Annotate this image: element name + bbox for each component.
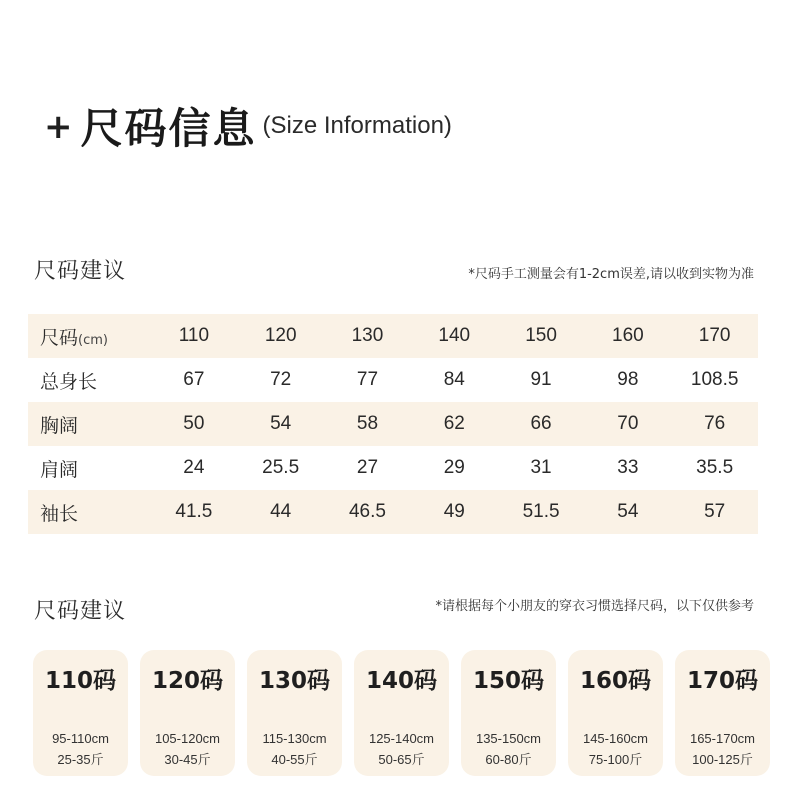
row-label: 胸阔	[40, 414, 79, 437]
size-table	[28, 314, 758, 534]
table-cell: 76	[704, 413, 726, 434]
table-cell: 54	[270, 413, 292, 434]
size-card	[568, 650, 663, 776]
size-header-cell: 120	[264, 325, 297, 346]
size-table-title: 尺码建议	[34, 259, 127, 284]
table-cell: 84	[443, 369, 465, 390]
card-weight-range: 50-65斤	[378, 752, 425, 767]
card-height-range: 165-170cm	[689, 731, 756, 746]
size-table-note: *尺码手工测量会有1-2cm误差,请以收到实物为准	[468, 267, 754, 282]
row-label: 袖长	[40, 502, 79, 525]
table-cell: 35.5	[696, 457, 734, 478]
table-cell: 58	[356, 413, 379, 434]
card-weight-range: 75-100斤	[588, 752, 643, 767]
table-row-length	[28, 358, 758, 402]
size-card	[140, 650, 235, 776]
plus-icon: +	[44, 107, 73, 147]
card-size-label: 110码	[44, 668, 116, 694]
size-card	[247, 650, 342, 776]
header-unit: (cm)	[78, 332, 108, 348]
table-cell: 24	[183, 457, 205, 478]
size-header-cell: 140	[438, 325, 471, 346]
table-row-shoulder	[28, 446, 758, 490]
table-cell: 72	[270, 369, 292, 390]
page-subtitle: (Size Information)	[262, 112, 452, 139]
size-advice-note: *请根据每个小朋友的穿衣习惯选择尺码，以下仅供参考	[435, 599, 754, 614]
table-cell: 46.5	[348, 501, 386, 522]
card-weight-range: 30-45斤	[164, 752, 211, 767]
table-cell: 27	[356, 457, 379, 478]
table-cell: 29	[443, 457, 465, 478]
table-cell: 44	[270, 501, 292, 522]
table-cell: 31	[530, 457, 552, 478]
size-advice-cards	[33, 650, 770, 776]
card-weight-range: 100-125斤	[692, 752, 753, 767]
table-cell: 41.5	[175, 501, 213, 522]
table-cell: 77	[356, 369, 379, 390]
table-cell: 51.5	[522, 501, 560, 522]
card-size-label: 140码	[365, 668, 437, 694]
table-cell: 70	[617, 413, 639, 434]
page-header	[44, 104, 452, 153]
table-cell: 57	[704, 501, 726, 522]
card-height-range: 125-140cm	[368, 731, 435, 746]
size-header-cell: 170	[698, 325, 731, 346]
table-cell: 49	[443, 501, 465, 522]
card-height-range: 105-120cm	[154, 731, 221, 746]
card-weight-range: 60-80斤	[485, 752, 532, 767]
table-cell: 62	[443, 413, 465, 434]
table-row-chest	[28, 402, 758, 446]
card-height-range: 145-160cm	[582, 731, 649, 746]
card-height-range: 135-150cm	[475, 731, 542, 746]
table-row-sleeve	[28, 490, 758, 534]
card-height-range: 95-110cm	[52, 731, 109, 746]
card-size-label: 130码	[258, 668, 330, 694]
table-cell: 66	[530, 413, 552, 434]
header-label	[28, 323, 150, 350]
row-label: 肩阔	[40, 458, 79, 481]
card-weight-range: 25-35斤	[57, 752, 104, 767]
table-cell: 67	[183, 369, 205, 390]
table-cell: 98	[617, 369, 639, 390]
size-table-header-row	[28, 314, 758, 358]
size-card	[461, 650, 556, 776]
table-cell: 33	[617, 457, 639, 478]
row-label: 总身长	[40, 370, 98, 393]
size-header-cell: 150	[525, 325, 557, 346]
size-header-cell: 110	[178, 325, 210, 346]
size-card	[33, 650, 128, 776]
size-header-cell: 160	[612, 325, 644, 346]
card-height-range: 115-130cm	[262, 731, 327, 746]
table-cell: 25.5	[262, 457, 300, 478]
card-size-label: 120码	[151, 668, 223, 694]
table-cell: 108.5	[690, 369, 739, 390]
header-label-text: 尺码	[40, 326, 79, 349]
page-title: 尺码信息	[80, 104, 257, 153]
card-size-label: 150码	[472, 668, 544, 694]
card-weight-range: 40-55斤	[271, 752, 318, 767]
size-advice-title: 尺码建议	[34, 599, 127, 624]
size-card	[675, 650, 770, 776]
card-size-label: 160码	[579, 668, 651, 694]
table-cell: 54	[617, 501, 639, 522]
table-cell: 50	[183, 413, 205, 434]
size-header-cell: 130	[351, 325, 384, 346]
card-size-label: 170码	[686, 668, 758, 694]
table-cell: 91	[530, 369, 552, 390]
size-card	[354, 650, 449, 776]
